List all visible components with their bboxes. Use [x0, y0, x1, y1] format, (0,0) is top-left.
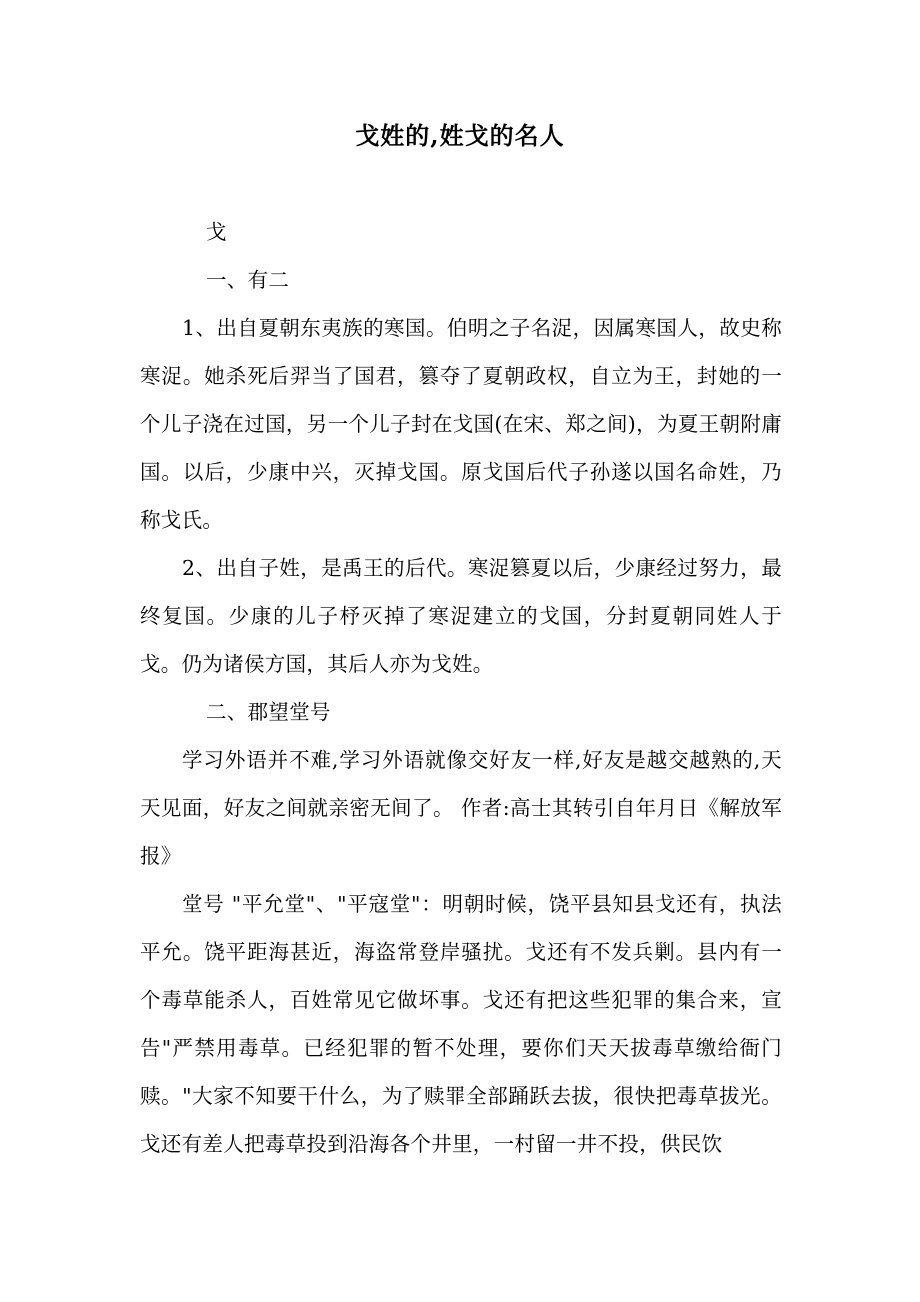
section-heading-origins: 一、有二	[206, 268, 290, 292]
origin-paragraph-1: 1、出自夏朝东夷族的寒国。伯明之子名浞，因属寒国人，故史称寒浞。她杀死后羿当了国君，篡夺了夏朝政权，自立为王，封她的一个儿子浇在过国，另一个儿子封在戈国(在宋、郑之间)，为夏王朝附庸国。以后，少康中兴，灭掉戈国。原戈国后代子孙遂以国名命姓，乃称戈氏。	[140, 316, 782, 532]
section-heading-halls: 二、郡望堂号	[206, 700, 331, 724]
quote-paragraph: 学习外语并不难,学习外语就像交好友一样,好友是越交越熟的,天天见面，好友之间就亲密无间了。 作者:高士其转引自年月日《解放军报》	[140, 748, 782, 868]
document-body	[140, 208, 782, 1168]
origin-paragraph-2: 2、出自子姓，是禹王的后代。寒浞篡夏以后，少康经过努力，最终复国。少康的儿子杼灭掉了寒浞建立的戈国，分封夏朝同姓人于戈。仍为诸侯方国，其后人亦为戈姓。	[140, 556, 782, 676]
surname-heading: 戈	[206, 220, 227, 244]
hall-names-paragraph: 堂号 "平允堂"、"平寇堂"：明朝时候，饶平县知县戈还有，执法平允。饶平距海甚近，海盗常登岸骚扰。戈还有不发兵剿。县内有一个毒草能杀人，百姓常见它做坏事。戈还有把这些犯罪的集合来，宣告"严禁用毒草。已经犯罪的暂不处理，要你们天天拔毒草缴给衙门赎。"大家不知要干什么，为了赎罪全部踊跃去拔，很快把毒草拔光。戈还有差人把毒草投到沿海各个井里，一村留一井不投，供民饮	[140, 892, 782, 1156]
document-title: 戈姓的,姓戈的名人	[355, 121, 565, 150]
